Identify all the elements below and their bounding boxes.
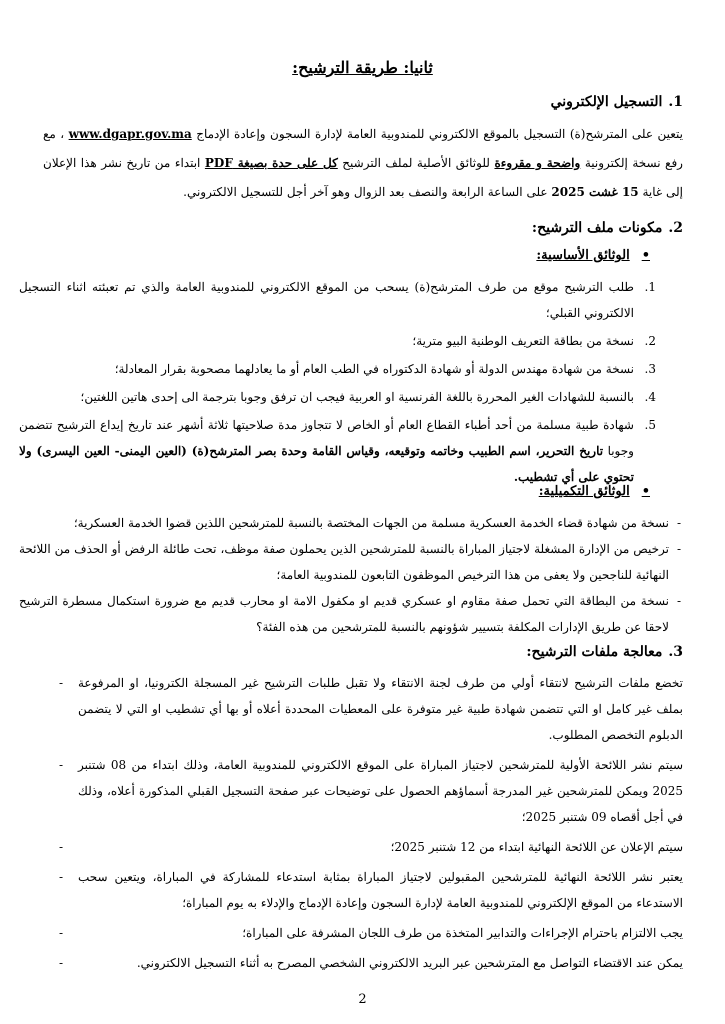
section-2-number: 2. (668, 220, 683, 236)
dash-marker: - (676, 594, 681, 608)
list-item (19, 328, 656, 354)
list-item (19, 274, 656, 326)
item-text: يعتبر نشر اللائحة النهائية للمترشحين المقبولين لاجتياز المباراة بمثابة استدعاء للمشاركة في المباراة، ويتعين سحب الاستدعاء من الموقع الإلكتروني للمندوبية العامة لإدارة السجون وإعادة الإدماج والإدلاء به يوم المباراة؛ (78, 870, 683, 910)
item-text: تخضع ملفات الترشيح لانتقاء أولي من طرف لجنة الانتقاء ولا تقبل طلبات الترشيح غير المسجلة الكترونيا، او المرفوعة بملف غير كامل او التي تتضمن شهادة طبية غير متوفرة على المعطيات المحددة أعلاه أو بها أي تشطيب او التي لا يتضمن الدبلوم التخصص المطلوب. (78, 676, 683, 742)
dash-marker: - (676, 516, 681, 530)
section-1-number: 1. (668, 94, 683, 110)
item-text: نسخة من بطاقة التعريف الوطنية البيو مترية؛ (412, 334, 634, 348)
item-text: ترخيص من الإدارة المشغلة لاجتياز المباراة بالنسبة للمترشحين الذين يحملون صفة موظف، تحت طائلة الرفض أو الحذف من اللائحة النهائية للناجحين ولا يعفى من هذا الترخيص الموظفون التابعون للمندوبية العامة؛ (19, 542, 669, 582)
section-3-number: 3. (668, 644, 683, 660)
list-item (19, 510, 681, 536)
s1-deadline: 15 غشت 2025 (551, 185, 639, 199)
dash-marker: - (58, 956, 63, 970)
item-text: سيتم نشر اللائحة الأولية للمترشحين لاجتياز المباراة على الموقع الالكتروني للمندوبية العامة، وذلك ابتداء من 08 شتنبر 2025 ويمكن للمترشحين غير المدرجة أسماؤهم الحصول على توضيحات عبر صفحة التسجيل القبلي المذكورة أعلاه، وذلك في أجل أقصاه 09 شتنبر 2025؛ (78, 758, 683, 824)
item-text: طلب الترشيح موقع من طرف المترشح(ة) يسحب من الموقع الالكتروني للمندوبية العامة والذي تم تعبئته اثناء التسجيل الالكتروني القبلي؛ (19, 280, 634, 320)
processing-list (58, 670, 683, 980)
basic-documents-heading (536, 248, 650, 263)
basic-documents-title: الوثائق الأساسية: (536, 248, 630, 263)
extra-documents-title: الوثائق التكميلية: (538, 484, 630, 499)
section-1-title: التسجيل الإلكتروني (550, 94, 663, 110)
item-number: 3. (644, 362, 656, 376)
bullet-dot: • (641, 484, 650, 499)
s1-text-1: يتعين على المترشح(ة) التسجيل بالموقع الالكتروني للمندوبية العامة لإدارة السجون وإعادة الإدماج (196, 127, 683, 141)
list-item (19, 412, 656, 490)
section-3-title: معالجة ملفات الترشيح: (526, 644, 663, 660)
item-text: يجب الالتزام باحترام الإجراءات والتدابير المتخذة من طرف اللجان المشرفة على المباراة؛ (242, 926, 683, 940)
item-number: 4. (644, 390, 656, 404)
list-item (19, 536, 681, 588)
item-number: 5. (644, 418, 656, 432)
list-item (19, 588, 681, 640)
item-number: 2. (644, 334, 656, 348)
dash-marker: - (58, 676, 63, 690)
dash-marker: - (58, 926, 63, 940)
list-item (58, 670, 683, 748)
page-number: 2 (358, 992, 367, 1007)
item-text: نسخة من البطاقة التي تحمل صفة مقاوم او عسكري قديم او مكفول الامة او محارب قديم مع ضرورة استكمال مسطرة الترشيح لاحقا عن طريق الإدارات المكلفة بتسيير شؤونهم بالنسبة للمترشحين من هذه الفئة؟ (19, 594, 669, 634)
dash-marker: - (58, 758, 63, 772)
item-text-bold: تاريخ التحرير، اسم الطبيب وخاتمه وتوقيعه، وقياس القامة وحدة بصر المترشح(ة) (العين اليمنى- العين اليسرى) ولا تحتوي على أي تشطيب. (19, 444, 634, 484)
list-item (58, 950, 683, 976)
section-2-heading (532, 220, 683, 236)
extra-documents-list (19, 510, 683, 640)
list-item (19, 356, 656, 382)
list-item (58, 752, 683, 830)
s1-text-4: للوثائق الأصلية لملف الترشيح (342, 156, 490, 170)
dash-marker: - (676, 542, 681, 556)
list-item (19, 384, 656, 410)
list-item (58, 834, 683, 860)
website-link[interactable]: www.dgapr.gov.ma (68, 127, 192, 141)
section-1-heading (551, 94, 683, 110)
item-text: سيتم الإعلان عن اللائحة النهائية ابتداء من 12 شتنبر 2025؛ (390, 840, 683, 854)
section-3-heading (526, 644, 683, 660)
item-text: بالنسبة للشهادات الغير المحررة باللغة الفرنسية او العربية فيجب ان ترفق وجوبا بترجمة الى إحدى هاتين اللغتين؛ (80, 390, 634, 404)
list-item (58, 920, 683, 946)
s1-text-6: ابتداء من تاريخ نشر هذا الإعلان إلى غاية (43, 156, 683, 199)
basic-documents-list (19, 274, 660, 492)
item-number: 1. (644, 280, 656, 294)
s1-text-8: على الساعة الرابعة والنصف بعد الزوال وهو آخر أجل للتسجيل الالكتروني. (183, 185, 548, 199)
extra-documents-heading (539, 484, 650, 499)
dash-marker: - (58, 870, 63, 884)
item-text: يمكن عند الاقتضاء التواصل مع المترشحين عبر البريد الالكتروني الشخصي المصرح به أثناء التسجيل الالكتروني. (136, 956, 683, 970)
s1-text-5: كل على حدة بصيغة PDF (204, 156, 338, 170)
dash-marker: - (58, 840, 63, 854)
s1-text-3: واضحة و مقروءة (494, 156, 581, 170)
section-2-title: مكونات ملف الترشيح: (531, 220, 663, 236)
section-1-paragraph (43, 120, 683, 207)
page-title: ثانيا: طريقة الترشيح: (292, 58, 433, 77)
bullet-dot: • (641, 248, 650, 263)
list-item (58, 864, 683, 916)
item-text: شهادة طبية مسلمة من أحد أطباء القطاع العام أو الخاص لا تتجاوز مدة صلاحيتها ثلاثة أشهر عند تاريخ إيداع الترشيح تتضمن وجوبا (19, 418, 634, 458)
item-text: نسخة من شهادة مهندس الدولة أو شهادة الدكتوراه في الطب العام أو ما يعادلهما مصحوبة بقرار المعادلة؛ (114, 362, 634, 376)
item-text: نسخة من شهادة قضاء الخدمة العسكرية مسلمة من الجهات المختصة بالنسبة للمترشحين اللذين قضوا الخدمة العسكرية؛ (73, 516, 669, 530)
s1-text-2: ، مع رفع نسخة إلكترونية (43, 127, 683, 170)
